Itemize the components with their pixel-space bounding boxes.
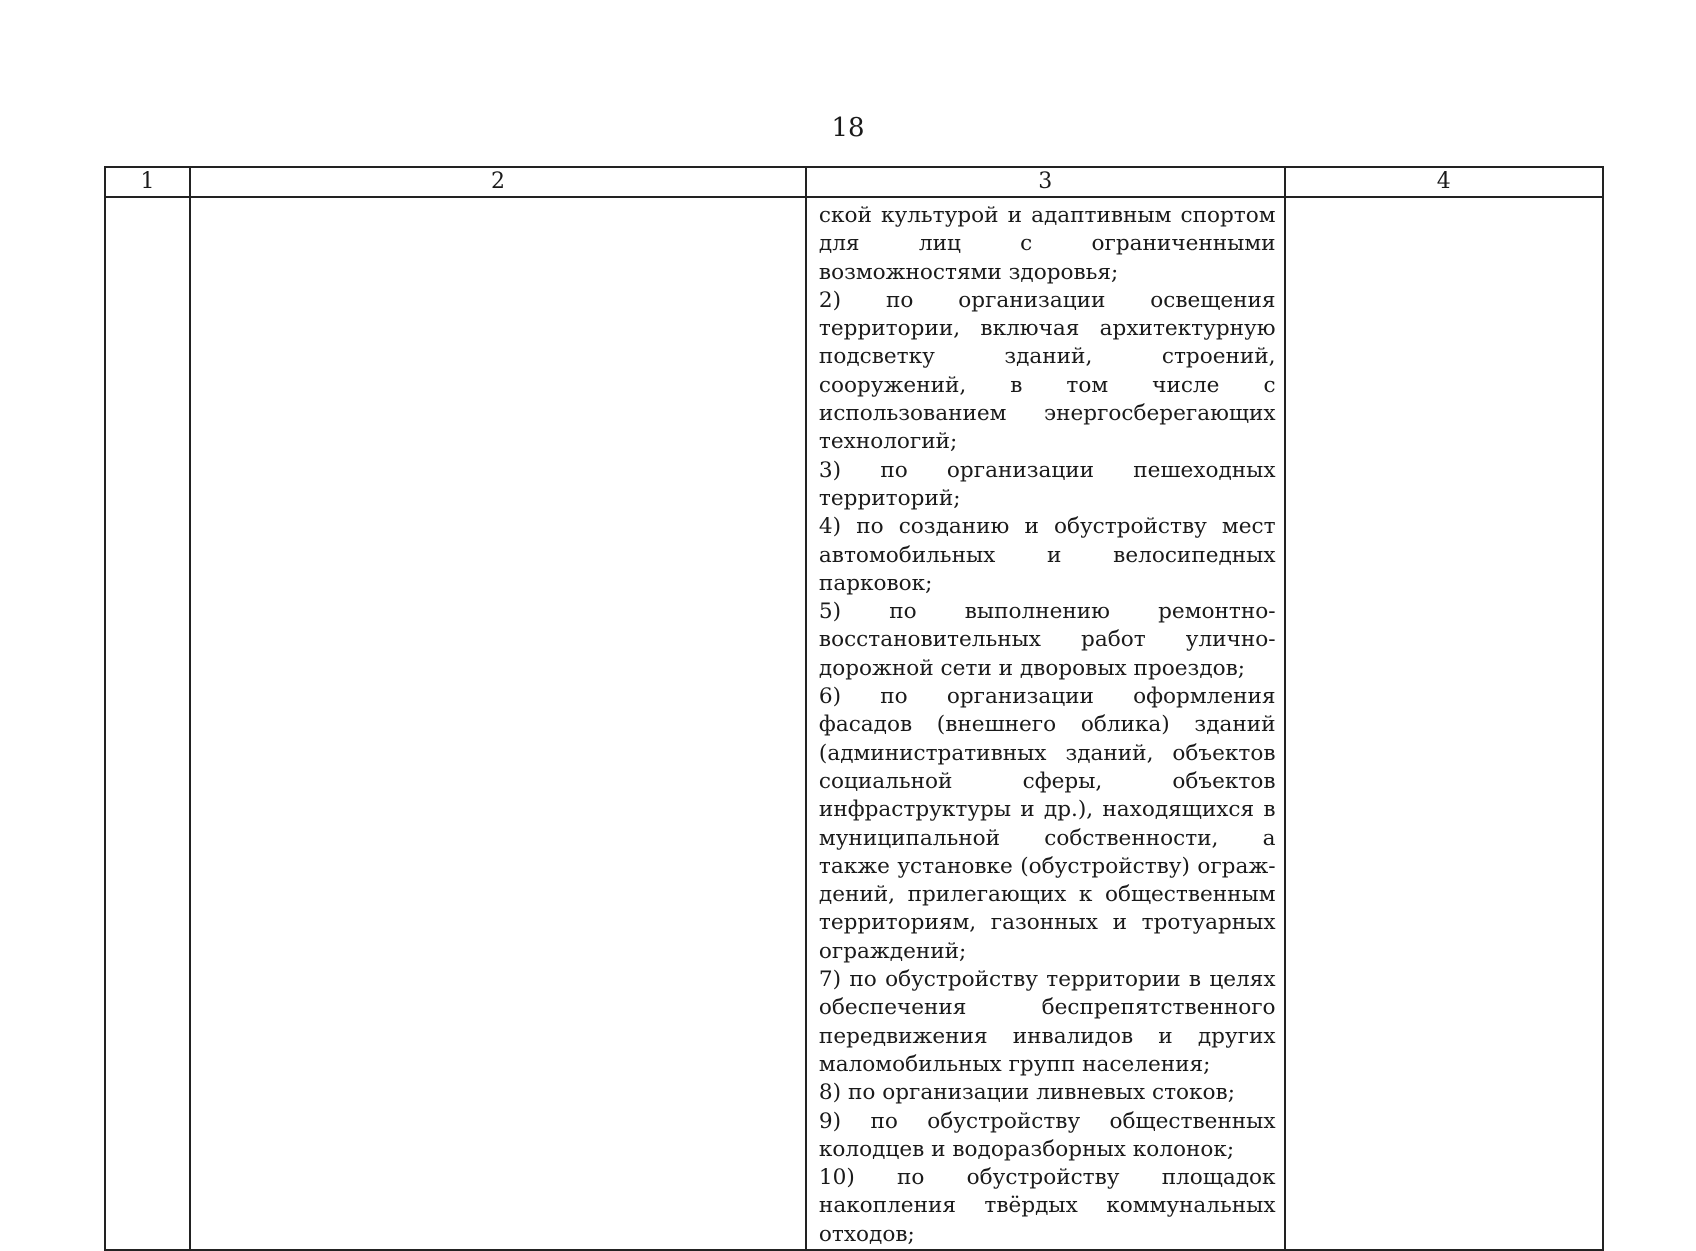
cell-col-3: [806, 197, 1285, 1250]
table-header-row: [105, 167, 1603, 197]
document-table: [104, 166, 1604, 1251]
list-item: 4) по созданию и обустройству мест автомобильных и велосипедных парковок;: [818, 514, 1276, 596]
header-col-3: 3: [806, 167, 1285, 197]
header-col-4: 4: [1285, 167, 1603, 197]
list-item: 5) по выполнению ремонтно-восстановительных работ улично-дорожной сети и дворовых проездов;: [818, 599, 1276, 681]
list-item: 8) по организации ливневых стоков;: [818, 1080, 1235, 1106]
list-item: ской культурой и адаптивным спортом для лиц с ограниченными возможностями здоровья;: [818, 203, 1276, 285]
list-item: 9) по обустройству общественных колодцев и водоразборных колонок;: [818, 1108, 1276, 1162]
cell-col-4: [1285, 197, 1603, 1250]
page-number: 18: [831, 113, 865, 143]
list-item: 3) по организации пешеходных территорий;: [818, 457, 1276, 511]
header-col-1: 1: [105, 167, 190, 197]
list-item: 7) по обустройству территории в целях обеспечения беспрепятственного передвижения инвалидов и других маломобильных групп населения;: [818, 967, 1276, 1077]
header-col-2: 2: [190, 167, 806, 197]
list-item: 2) по организации освещения территории, включая архитектурную подсветку зданий, строений, сооружений, в том числе с использованием энергосберегающих технологий;: [818, 287, 1276, 455]
cell-col-2: [190, 197, 806, 1250]
list-item: 10) по обустройству площадок накопления твёрдых коммунальных отходов;: [818, 1165, 1276, 1247]
cell-col-1: [105, 197, 190, 1250]
table-row: [105, 197, 1603, 1250]
list-item: 6) по организации оформления фасадов (внешнего облика) зданий (административных зданий, объектов социальной сферы, объектов инфраструктуры и др.), находящихся в муниципальной собственности, а также установке (обустройству) ограждений, прилегающих к общественным территориям, газонных и тротуарных ограждений;: [818, 684, 1276, 964]
